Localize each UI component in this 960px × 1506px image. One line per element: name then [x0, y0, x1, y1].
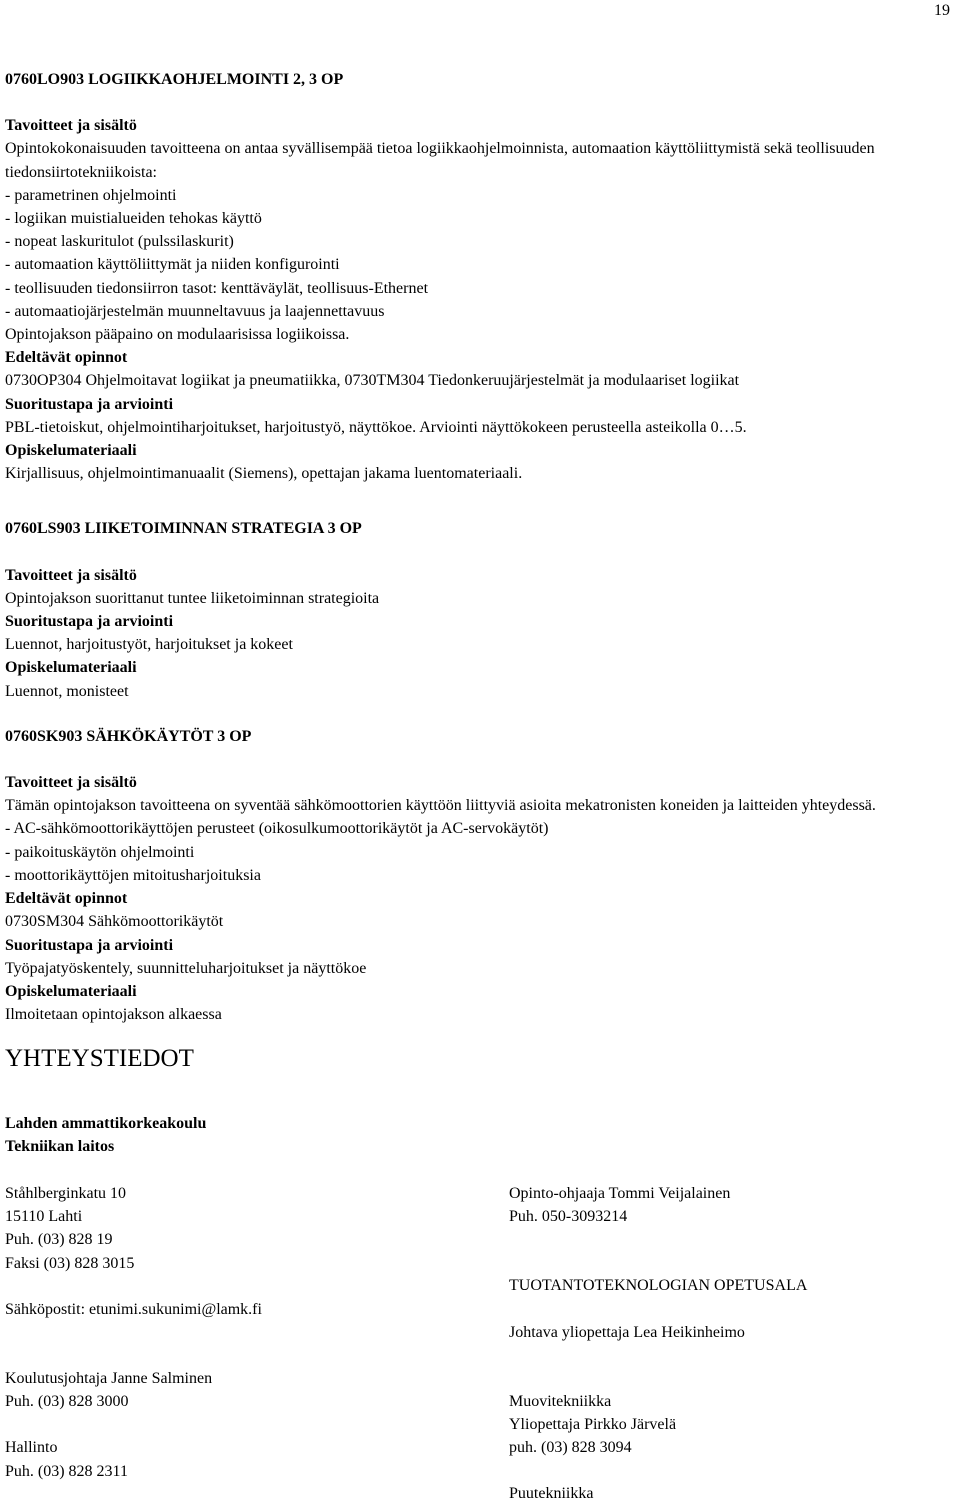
- head-teacher: Johtava yliopettaja Lea Heikinheimo: [509, 1323, 745, 1341]
- material-heading: Opiskelumateriaali: [5, 442, 137, 460]
- method-heading: Suoritustapa ja arviointi: [5, 936, 174, 954]
- admin-phone: Puh. (03) 828 2311: [5, 1462, 128, 1480]
- advisor-name: Opinto-ohjaaja Tommi Veijalainen: [509, 1185, 731, 1202]
- method-heading: Suoritustapa ja arviointi: [5, 613, 174, 631]
- plastics-label: Muovitekniikka: [509, 1392, 612, 1410]
- organization-name: Lahden ammattikorkeakoulu: [5, 1115, 207, 1132]
- fax-number: Faksi (03) 828 3015: [5, 1254, 135, 1272]
- course-title: 0760LO903 LOGIIKKAOHJELMOINTI 2, 3 OP: [5, 71, 344, 88]
- goals-heading: Tavoitteet ja sisältö: [5, 117, 137, 135]
- goals-item: - nopeat laskuritulot (pulssilaskurit): [5, 233, 234, 251]
- goals-text: Opintojakson suorittanut tuntee liiketoiminnan strategioita: [5, 589, 380, 607]
- course-business-strategy: [5, 517, 955, 702]
- course-logic-programming: [5, 68, 955, 485]
- goals-note: Opintojakson pääpaino on modulaarisissa logiikoissa.: [5, 326, 350, 344]
- goals-item: - AC-sähkömoottorikäyttöjen perusteet (oikosulkumoottorikäytöt ja AC-servokäytöt): [5, 820, 549, 838]
- course-title: 0760LS903 LIIKETOIMINNAN STRATEGIA 3 OP: [5, 520, 362, 538]
- organization-block: [5, 1112, 206, 1158]
- material-text: Luennot, monisteet: [5, 682, 129, 700]
- contact-title: YHTEYSTIEDOT: [5, 1045, 194, 1073]
- method-heading: Suoritustapa ja arviointi: [5, 395, 174, 413]
- goals-item: - teollisuuden tiedonsiirron tasot: kenttäväylät, teollisuus-Ethernet: [5, 279, 429, 297]
- wood-label: Puutekniikka: [509, 1485, 594, 1503]
- unit-name: TUOTANTOTEKNOLOGIAN OPETUSALA: [509, 1277, 808, 1295]
- course-title: 0760SK903 SÄHKÖKÄYTÖT 3 OP: [5, 727, 252, 745]
- contact-left-column: [5, 1182, 485, 1483]
- prereq-text: 0730SM304 Sähkömoottorikäytöt: [5, 913, 224, 931]
- street-address: Ståhlberginkatu 10: [5, 1185, 127, 1202]
- goals-item: - paikoituskäytön ohjelmointi: [5, 843, 195, 861]
- goals-item: - automaation käyttöliittymät ja niiden konfigurointi: [5, 256, 340, 274]
- document-body: [5, 68, 955, 1074]
- goals-heading: Tavoitteet ja sisältö: [5, 566, 137, 584]
- goals-item: - parametrinen ohjelmointi: [5, 186, 177, 204]
- material-text: Kirjallisuus, ohjelmointimanuaalit (Siemens), opettajan jakama luentomateriaali.: [5, 465, 523, 483]
- postal-city: 15110 Lahti: [5, 1208, 83, 1226]
- goals-item: - moottorikäyttöjen mitoitusharjoituksia: [5, 866, 261, 884]
- goals-text: Tämän opintojakson tavoitteena on syventää sähkömoottorien käyttöön liittyviä asioita mekatronisten koneiden ja laitteiden yhteydessä.: [5, 797, 876, 815]
- goals-item: - logiikan muistialueiden tehokas käyttö: [5, 210, 262, 228]
- prereq-heading: Edeltävät opinnot: [5, 890, 128, 908]
- page-number: 19: [934, 2, 950, 19]
- director-phone: Puh. (03) 828 3000: [5, 1393, 129, 1411]
- plastics-phone: puh. (03) 828 3094: [509, 1439, 632, 1457]
- admin-label: Hallinto: [5, 1439, 58, 1457]
- plastics-teacher: Yliopettaja Pirkko Järvelä: [509, 1416, 677, 1434]
- goals-text: Opintokokonaisuuden tavoitteena on antaa syvällisempää tietoa logiikkaohjelmoinnista, automaation käyttöliittymistä sekä teollisuuden tiedonsiirtotekniikoista:: [5, 140, 875, 181]
- material-heading: Opiskelumateriaali: [5, 982, 137, 1000]
- email-info: Sähköpostit: etunimi.sukunimi@lamk.fi: [5, 1300, 262, 1318]
- method-text: Luennot, harjoitustyöt, harjoitukset ja kokeet: [5, 636, 293, 654]
- director-name: Koulutusjohtaja Janne Salminen: [5, 1370, 213, 1388]
- material-heading: Opiskelumateriaali: [5, 659, 137, 677]
- goals-item: - automaatiojärjestelmän muunneltavuus ja laajennettavuus: [5, 302, 385, 320]
- advisor-phone: Puh. 050-3093214: [509, 1208, 628, 1226]
- department-name: Tekniikan laitos: [5, 1138, 115, 1156]
- method-text: PBL-tietoiskut, ohjelmointiharjoitukset, harjoitustyö, näyttökoe. Arviointi näyttökokeen perusteella asteikolla 0…5.: [5, 418, 747, 436]
- goals-heading: Tavoitteet ja sisältö: [5, 774, 137, 792]
- prereq-text: 0730OP304 Ohjelmoitavat logiikat ja pneumatiikka, 0730TM304 Tiedonkeruujärjestelmät ja modulaariset logiikat: [5, 372, 740, 390]
- main-phone: Puh. (03) 828 19: [5, 1231, 113, 1249]
- prereq-heading: Edeltävät opinnot: [5, 349, 128, 367]
- course-electric-drives: [5, 725, 955, 1026]
- contact-right-column: [509, 1182, 949, 1506]
- method-text: Työpajatyöskentely, suunnitteluharjoitukset ja näyttökoe: [5, 959, 367, 977]
- material-text: Ilmoitetaan opintojakson alkaessa: [5, 1006, 222, 1024]
